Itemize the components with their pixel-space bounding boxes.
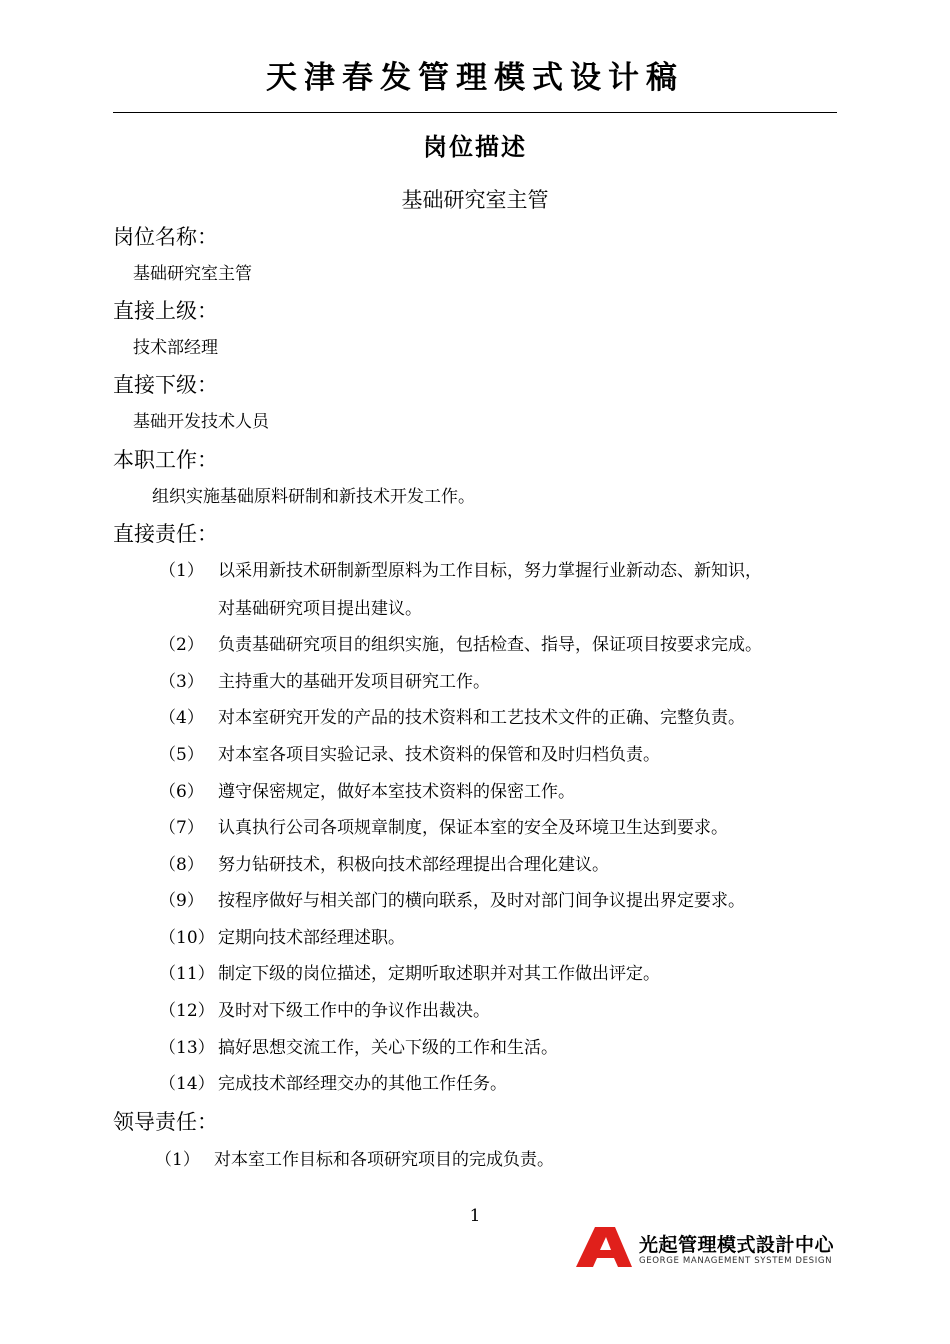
- section-value-superior: 技术部经理: [133, 338, 218, 358]
- section-value-name: 基础研究室主管: [133, 264, 252, 284]
- logo-a-mark-icon: [575, 1226, 633, 1268]
- section-heading-subordinate: 直接下级：: [113, 373, 218, 397]
- list-item-number: （14）: [159, 1074, 215, 1094]
- list-item-text: 认真执行公司各项规章制度，保证本室的安全及环境卫生达到要求。: [218, 818, 728, 838]
- list-item-text: 对本室研究开发的产品的技术资料和工艺技术文件的正确、完整负责。: [218, 708, 745, 728]
- header-divider: [113, 112, 837, 113]
- list-item-text: 对本室各项目实验记录、技术资料的保管和及时归档负责。: [218, 745, 660, 765]
- list-item-number: （11）: [159, 964, 215, 984]
- list-item-text: 努力钻研技术，积极向技术部经理提出合理化建议。: [218, 855, 609, 875]
- document-title: 岗位描述: [423, 133, 527, 161]
- list-item-text: 遵守保密规定，做好本室技术资料的保密工作。: [218, 782, 575, 802]
- section-value-subordinate: 基础开发技术人员: [133, 412, 269, 432]
- list-item-number: （8）: [159, 855, 204, 875]
- list-item-number: （5）: [159, 745, 204, 765]
- logo-chinese-text: 光起管理模式設計中心: [639, 1234, 835, 1256]
- logo-a-shape: [576, 1227, 632, 1267]
- list-item-number: （12）: [159, 1001, 215, 1021]
- list-item-number: （6）: [159, 782, 204, 802]
- list-item-number: （7）: [159, 818, 204, 838]
- list-item-number: （1）: [155, 1150, 200, 1170]
- list-item-text: 定期向技术部经理述职。: [218, 928, 405, 948]
- list-item-text: 主持重大的基础开发项目研究工作。: [218, 672, 490, 692]
- list-item-text: 对本室工作目标和各项研究项目的完成负责。: [214, 1150, 554, 1170]
- section-value-duty: 组织实施基础原料研制和新技术开发工作。: [152, 487, 475, 507]
- section-heading-name: 岗位名称：: [113, 225, 218, 249]
- list-item-number: （4）: [159, 708, 204, 728]
- list-item-number: （13）: [159, 1038, 215, 1058]
- section-heading-superior: 直接上级：: [113, 299, 218, 323]
- list-item-text: 及时对下级工作中的争议作出裁决。: [218, 1001, 490, 1021]
- list-item-text: 以采用新技术研制新型原料为工作目标，努力掌握行业新动态、新知识，: [218, 561, 762, 581]
- document-header-title: 天津春发管理模式设计稿: [266, 60, 684, 96]
- list-item-text: 制定下级的岗位描述，定期听取述职并对其工作做出评定。: [218, 964, 660, 984]
- list-item-text: 负责基础研究项目的组织实施，包括检查、指导，保证项目按要求完成。: [218, 635, 762, 655]
- list-item-number: （9）: [159, 891, 204, 911]
- list-item-number: （1）: [159, 561, 204, 581]
- logo-english-text: GEORGE MANAGEMENT SYSTEM DESIGN: [639, 1256, 833, 1266]
- page-number: 1: [469, 1206, 481, 1226]
- company-logo: [575, 1226, 840, 1270]
- section-heading-lead-resp: 领导责任：: [113, 1110, 218, 1134]
- section-heading-duty: 本职工作：: [113, 448, 218, 472]
- section-heading-direct-resp: 直接责任：: [113, 522, 218, 546]
- list-item-number: （3）: [159, 672, 204, 692]
- list-item-text: 按程序做好与相关部门的横向联系，及时对部门间争议提出界定要求。: [218, 891, 745, 911]
- list-item-text: 搞好思想交流工作，关心下级的工作和生活。: [218, 1038, 558, 1058]
- list-item-text: 完成技术部经理交办的其他工作任务。: [218, 1074, 507, 1094]
- list-item-number: （2）: [159, 635, 204, 655]
- list-item-number: （10）: [159, 928, 215, 948]
- position-title: 基础研究室主管: [401, 188, 549, 212]
- list-item-continuation: 对基础研究项目提出建议。: [218, 599, 422, 619]
